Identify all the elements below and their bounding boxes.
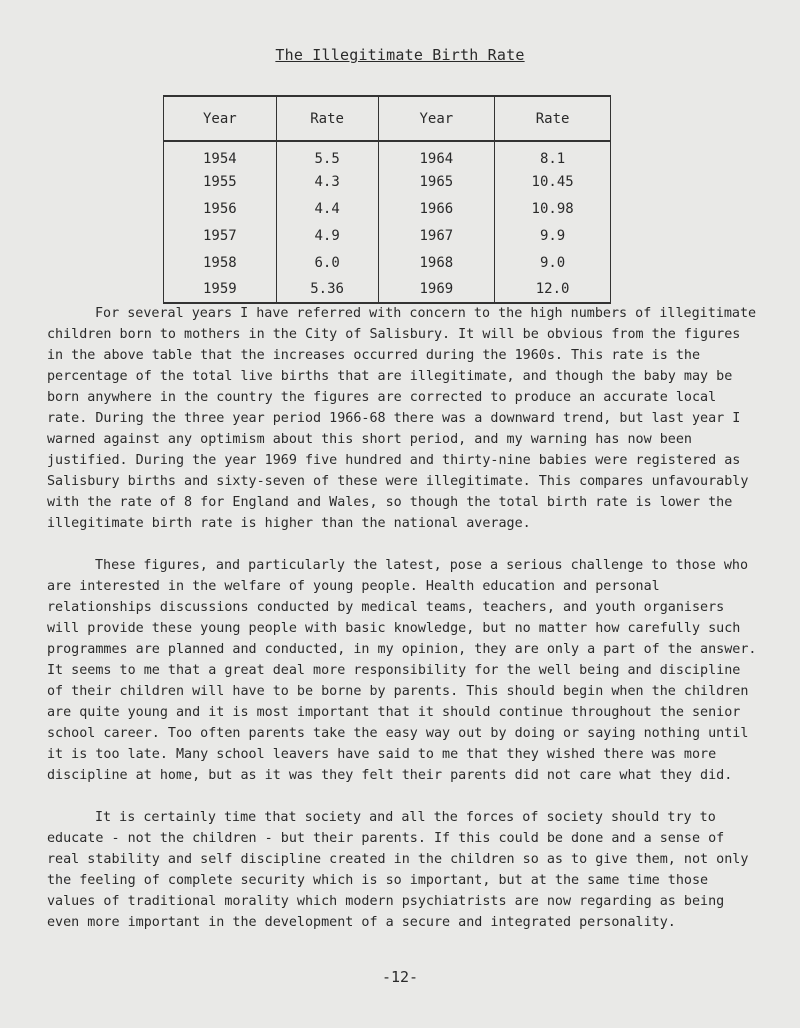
body-text	[47, 303, 759, 954]
table-row	[164, 222, 611, 249]
table-cell: 10.45	[495, 168, 611, 195]
document-title: The Illegitimate Birth Rate	[275, 46, 525, 64]
table-cell: 10.98	[495, 195, 611, 222]
table-row	[164, 249, 611, 276]
table-cell: 4.4	[276, 195, 378, 222]
column-header-year-2: Year	[378, 96, 495, 141]
table-row	[164, 276, 611, 303]
table-row	[164, 141, 611, 168]
column-header-rate-2: Rate	[495, 96, 611, 141]
table-cell: 5.36	[276, 276, 378, 303]
page-number: -12-	[381, 968, 419, 986]
table-cell: 6.0	[276, 249, 378, 276]
table-cell: 12.0	[495, 276, 611, 303]
table-cell: 8.1	[495, 141, 611, 168]
table-cell: 1958	[164, 249, 277, 276]
table-row	[164, 195, 611, 222]
table-cell: 4.3	[276, 168, 378, 195]
column-header-year-1: Year	[164, 96, 277, 141]
table-cell: 1968	[378, 249, 495, 276]
table-row	[164, 168, 611, 195]
table-cell: 1957	[164, 222, 277, 249]
birth-rate-table	[163, 95, 611, 304]
table-header-row	[164, 96, 611, 141]
table-cell: 1969	[378, 276, 495, 303]
table-cell: 1966	[378, 195, 495, 222]
table-cell: 4.9	[276, 222, 378, 249]
table-cell: 9.0	[495, 249, 611, 276]
paragraph: For several years I have referred with concern to the high numbers of illegitimate children born to mothers in the City of Salisbury. It will be obvious from the figures in the above table that the increases occurred during the 1960s. This rate is the percentage of the total live births that are illegitimate, and though the baby may be born anywhere in the country the figures are corrected to produce an accurate local rate. During the three year period 1966-68 there was a downward trend, but last year I warned against any optimism about this short period, and my warning has now been justified. During the year 1969 five hundred and thirty-nine babies were registered as Salisbury births and sixty-seven of these were illegitimate. This compares unfavourably with the rate of 8 for England and Wales, so though the total birth rate is lower the illegitimate birth rate is higher than the national average.	[47, 306, 757, 531]
table-cell: 1955	[164, 168, 277, 195]
table-cell: 1967	[378, 222, 495, 249]
table-cell: 1964	[378, 141, 495, 168]
table-cell: 1959	[164, 276, 277, 303]
column-header-rate-1: Rate	[276, 96, 378, 141]
table-cell: 1954	[164, 141, 277, 168]
table-cell: 5.5	[276, 141, 378, 168]
paragraph: These figures, and particularly the latest, pose a serious challenge to those who are interested in the welfare of young people. Health education and personal relationships discussions conducted by medical teams, teachers, and youth organisers will provide these young people with basic knowledge, but no matter how carefully such programmes are planned and conducted, in my opinion, they are only a part of the answer. It seems to me that a great deal more responsibility for the well being and discipline of their children will have to be borne by parents. This should begin when the children are quite young and it is most important that it should continue throughout the senior school career. Too often parents take the easy way out by doing or saying nothing until it is too late. Many school leavers have said to me that they wished there was more discipline at home, but as it was they felt their parents did not care what they did.	[47, 558, 757, 783]
table-cell: 1956	[164, 195, 277, 222]
table-cell: 9.9	[495, 222, 611, 249]
table-cell: 1965	[378, 168, 495, 195]
paragraph: It is certainly time that society and all the forces of society should try to educate - not the children - but their parents. If this could be done and a sense of real stability and self discipline created in the children so as to give them, not only the feeling of complete security which is so important, but at the same time those values of traditional morality which modern psychiatrists are now regarding as being even more important in the development of a secure and integrated personality.	[47, 810, 749, 930]
